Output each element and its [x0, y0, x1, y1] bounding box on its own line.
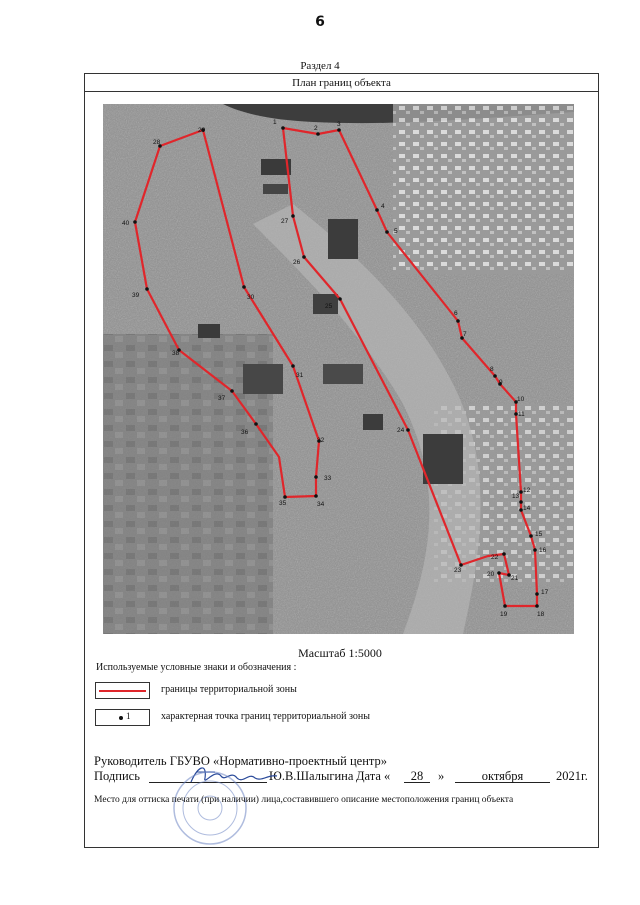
point-label: 8: [490, 366, 494, 373]
point-label: 19: [500, 611, 508, 618]
boundary-point: [242, 285, 246, 289]
point-label: 1: [273, 119, 277, 126]
point-label: 2: [314, 125, 318, 132]
boundary-point: [529, 534, 533, 538]
dark-plot: [328, 219, 358, 259]
boundary-point: [316, 132, 320, 136]
official-stamp: [170, 768, 250, 848]
boundary-point: [133, 220, 137, 224]
point-label: 14: [523, 505, 531, 512]
point-label: 33: [324, 475, 332, 482]
boundary-point: [314, 494, 318, 498]
point-label: 4: [381, 203, 385, 210]
point-label: 13: [512, 493, 520, 500]
legend-boundary-symbol: [95, 682, 150, 699]
point-label: 23: [454, 567, 462, 574]
dark-plot: [243, 364, 283, 394]
point-label: 28: [153, 139, 161, 146]
boundary-point: [502, 552, 506, 556]
boundary-point: [254, 422, 258, 426]
point-label: 32: [317, 437, 325, 444]
boundary-point: [291, 214, 295, 218]
boundary-point: [302, 255, 306, 259]
point-label: 11: [518, 411, 525, 418]
page-number: 6: [315, 14, 325, 30]
boundary-point: [497, 571, 501, 575]
point-label: 6: [454, 310, 458, 317]
point-label: 40: [122, 220, 130, 227]
boundary-point: [385, 230, 389, 234]
boundary-point: [406, 428, 410, 432]
signer-name: Ю.В.Шалыгина: [269, 769, 354, 783]
point-label: 16: [539, 547, 547, 554]
boundary-point: [291, 364, 295, 368]
point-label: 39: [132, 292, 140, 299]
village-north: [393, 104, 574, 274]
date-day: 28: [404, 769, 430, 783]
map-scale: Масштаб 1:5000: [298, 646, 382, 660]
dark-plot: [323, 364, 363, 384]
point-label: 24: [397, 427, 405, 434]
boundary-point: [281, 126, 285, 130]
legend-point-symbol: [95, 709, 150, 726]
boundary-point: [145, 287, 149, 291]
boundary-point: [456, 319, 460, 323]
point-label: 20: [487, 571, 495, 578]
point-label: 37: [218, 395, 226, 402]
point-label: 3: [337, 121, 341, 128]
boundary-point: [314, 475, 318, 479]
legend-point-sample: 1: [126, 711, 131, 721]
head-line: Руководитель ГБУВО «Нормативно-проектный центр»: [94, 754, 388, 768]
boundary-line-symbol: [99, 690, 146, 692]
point-label: 35: [279, 500, 287, 507]
stamp-note: Место для оттиска печати (при наличии) лица,составившего описание местоположения границ объекта: [94, 795, 514, 805]
boundary-point: [535, 592, 539, 596]
boundary-point: [283, 495, 287, 499]
map-svg: [103, 104, 574, 634]
point-label: 38: [172, 350, 180, 357]
date-label: Дата «: [356, 769, 391, 783]
point-label: 22: [491, 554, 499, 561]
legend-header: Используемые условные знаки и обозначения :: [96, 662, 297, 673]
boundary-point: [337, 128, 341, 132]
dark-plot: [198, 324, 220, 338]
boundary-point: [230, 389, 234, 393]
point-label: 5: [394, 228, 398, 235]
date-mid: »: [438, 769, 445, 783]
boundary-point: [338, 297, 342, 301]
plan-title: План границ объекта: [85, 74, 598, 92]
legend-point-label: характерная точка границ территориальной зоны: [161, 711, 370, 722]
boundary-point: [533, 548, 537, 552]
point-label: 18: [537, 611, 545, 618]
dark-plot: [423, 434, 463, 484]
section-title: Раздел 4: [300, 60, 340, 72]
point-label: 30: [247, 294, 255, 301]
boundary-point: [375, 208, 379, 212]
point-label: 17: [541, 589, 549, 596]
point-label: 21: [511, 575, 519, 582]
dark-plot: [363, 414, 383, 430]
point-label: 26: [293, 259, 301, 266]
point-label: 9: [499, 379, 503, 386]
point-label: 12: [523, 487, 531, 494]
point-dot-icon: [119, 716, 123, 720]
signature-label: Подпись: [94, 769, 140, 783]
point-label: 29: [198, 127, 206, 134]
boundary-point: [503, 604, 507, 608]
dark-plot: [263, 184, 288, 194]
point-label: 15: [535, 531, 543, 538]
point-label: 34: [317, 501, 325, 508]
point-label: 25: [325, 303, 333, 310]
point-label: 31: [296, 372, 304, 379]
point-label: 27: [281, 218, 289, 225]
aerial-map: [103, 104, 574, 634]
point-label: 7: [463, 331, 467, 338]
date-year: 2021г.: [556, 769, 588, 783]
point-label: 36: [241, 429, 249, 436]
date-month: октября: [455, 769, 550, 783]
boundary-point: [493, 374, 497, 378]
legend-boundary-label: границы территориальной зоны: [161, 684, 297, 695]
boundary-point: [519, 500, 523, 504]
boundary-point: [535, 604, 539, 608]
point-label: 10: [517, 396, 525, 403]
